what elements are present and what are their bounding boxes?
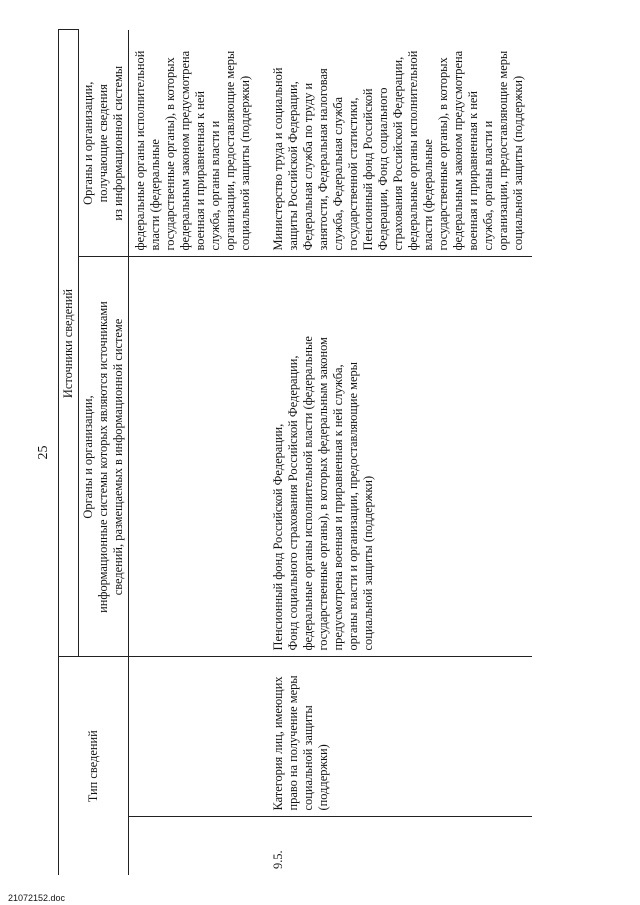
cell-info-type xyxy=(267,657,532,817)
receiver-line: Министерство труда и социальной xyxy=(271,67,285,251)
receiver-line: федеральные органы исполнительной xyxy=(406,50,420,251)
type-line: (поддержки) xyxy=(316,744,330,811)
header-receivers-line: получающие сведения xyxy=(96,84,110,203)
receiver-line: организации, предоставляющие меры xyxy=(223,50,237,251)
table-body xyxy=(129,30,533,875)
cell-providers xyxy=(129,257,268,657)
receiver-line: власти (федеральные xyxy=(148,139,162,251)
receiver-line: социальной защиты (поддержки) xyxy=(511,75,525,251)
provider-line: предусмотрена военная и приравненная к ней служба, xyxy=(331,364,345,651)
header-providers-line: Органы и организации, xyxy=(81,395,95,519)
receiver-line: военная и приравненная к ней xyxy=(193,91,207,251)
info-table xyxy=(58,29,532,875)
provider-line: органы власти и организации, предоставляющие меры xyxy=(346,362,360,651)
receiver-line: федеральным законом предусмотрена xyxy=(178,50,192,251)
receiver-line: федеральные органы исполнительной xyxy=(133,50,147,251)
provider-line: федеральные органы исполнительной власти (федеральные xyxy=(301,336,315,651)
receiver-line: государственные органы), в которых xyxy=(436,57,450,251)
table-row xyxy=(267,30,532,875)
receiver-line: защиты Российской Федерации, xyxy=(286,81,300,251)
type-line: социальной защиты xyxy=(301,705,315,811)
receiver-line: Пенсионный фонд Российской xyxy=(361,88,375,251)
document-code: 21072152.doc xyxy=(8,893,66,903)
receiver-line: федеральным законом предусмотрена xyxy=(451,50,465,251)
page-number: 25 xyxy=(36,445,51,460)
row-number xyxy=(129,817,268,875)
header-sources: Источники сведений xyxy=(59,30,79,657)
header-providers xyxy=(79,257,129,657)
header-providers-line: сведений, размещаемых в информационной системе xyxy=(111,318,125,596)
receiver-line: служба, органы власти и xyxy=(208,120,222,251)
receiver-line: занятости, Федеральная налоговая xyxy=(316,68,330,251)
header-receivers-line: Органы и организации, xyxy=(81,81,95,205)
receiver-line: государственной статистики, xyxy=(346,97,360,251)
header-receivers xyxy=(79,30,129,257)
header-info-type: Тип сведений xyxy=(59,657,129,875)
receiver-line: военная и приравненная к ней xyxy=(466,91,480,251)
cell-providers xyxy=(267,257,532,657)
cell-info-type xyxy=(129,657,268,817)
provider-line: государственные органы), в которых федеральным законом xyxy=(316,337,330,651)
provider-line: социальной защиты (поддержки) xyxy=(361,475,375,651)
receiver-line: Федеральная служба по труду и xyxy=(301,82,315,251)
receiver-line: страхования Российской Федерации, xyxy=(391,56,405,251)
provider-line: Пенсионный фонд Российской Федерации, xyxy=(271,423,285,651)
row-number: 9.5. xyxy=(271,850,285,869)
receiver-line: социальной защиты (поддержки) xyxy=(238,75,252,251)
type-line: право на получение меры xyxy=(286,675,300,811)
header-receivers-line: из информационной системы xyxy=(111,65,125,221)
receiver-line: Федерации, Фонд социального xyxy=(376,87,390,251)
provider-line: Фонд социального страхования Российской Федерации, xyxy=(286,355,300,651)
table-row xyxy=(129,30,268,875)
receiver-line: служба, Федеральная служба xyxy=(331,96,345,251)
cell-receivers xyxy=(267,30,532,257)
receiver-line: государственные органы), в которых xyxy=(163,57,177,251)
cell-receivers xyxy=(129,30,268,257)
receiver-line: власти (федеральные xyxy=(421,139,435,251)
type-line: Категория лиц, имеющих xyxy=(271,676,285,811)
receiver-line: организации, предоставляющие меры xyxy=(496,50,510,251)
header-providers-line: информационные системы которых являются источниками xyxy=(96,301,110,613)
receiver-line: служба, органы власти и xyxy=(481,120,495,251)
